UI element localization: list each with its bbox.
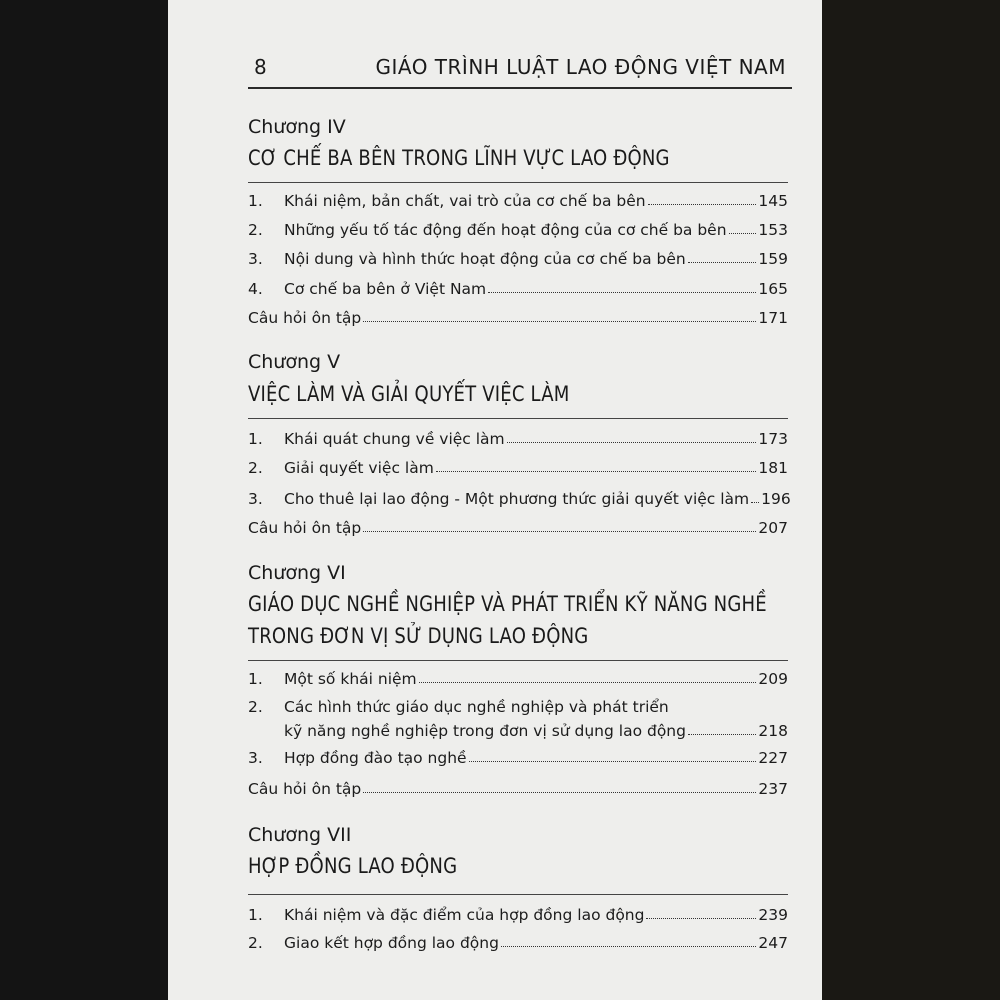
toc-entry: 2. Giao kết hợp đồng lao động 247: [248, 934, 788, 952]
chapter-rule: [248, 182, 788, 183]
running-head: GIÁO TRÌNH LUẬT LAO ĐỘNG VIỆT NAM: [375, 55, 786, 79]
toc-review-entry: Câu hỏi ôn tập 171: [248, 309, 788, 327]
toc-entry: 3. Hợp đồng đào tạo nghề 227: [248, 749, 788, 767]
leader-dots: [363, 531, 756, 532]
chapter-rule: [248, 418, 788, 419]
toc-entry: 3. Cho thuê lại lao động - Một phương thức giải quyết việc làm 196: [248, 490, 791, 508]
chapter-label: Chương VI: [248, 562, 346, 584]
toc-entry: 2. Giải quyết việc làm 181: [248, 459, 788, 477]
chapter-title: GIÁO DỤC NGHỀ NGHIỆP VÀ PHÁT TRIỂN KỸ NĂNG NGHỀ: [248, 592, 767, 616]
leader-dots: [363, 321, 756, 322]
background-right: [822, 0, 1000, 1000]
leader-dots: [419, 682, 757, 683]
page-number: 8: [254, 55, 267, 79]
toc-entry: 2. Những yếu tố tác động đến hoạt động của cơ chế ba bên 153: [248, 221, 788, 239]
leader-dots: [501, 946, 756, 947]
toc-entry: 4. Cơ chế ba bên ở Việt Nam 165: [248, 280, 788, 298]
leader-dots: [648, 204, 757, 205]
chapter-label: Chương VII: [248, 824, 352, 846]
chapter-title: CƠ CHẾ BA BÊN TRONG LĨNH VỰC LAO ĐỘNG: [248, 146, 670, 170]
chapter-title: TRONG ĐƠN VỊ SỬ DỤNG LAO ĐỘNG: [248, 624, 589, 648]
leader-dots: [507, 442, 757, 443]
leader-dots: [646, 918, 756, 919]
toc-review-entry: Câu hỏi ôn tập 237: [248, 780, 788, 798]
toc-entry: 1. Khái niệm, bản chất, vai trò của cơ chế ba bên 145: [248, 192, 788, 210]
header-rule: [248, 87, 792, 89]
chapter-title: HỢP ĐỒNG LAO ĐỘNG: [248, 854, 458, 878]
leader-dots: [688, 734, 756, 735]
chapter-title: VIỆC LÀM VÀ GIẢI QUYẾT VIỆC LÀM: [248, 382, 570, 406]
toc-entry: 1. Một số khái niệm 209: [248, 670, 788, 688]
leader-dots: [729, 233, 757, 234]
leader-dots: [469, 761, 757, 762]
chapter-rule: [248, 660, 788, 661]
leader-dots: [363, 792, 756, 793]
leader-dots: [751, 502, 759, 503]
chapter-rule: [248, 894, 788, 895]
leader-dots: [436, 471, 757, 472]
toc-review-entry: Câu hỏi ôn tập 207: [248, 519, 788, 537]
chapter-label: Chương V: [248, 351, 341, 373]
background-left: [0, 0, 168, 1000]
chapter-label: Chương IV: [248, 116, 346, 138]
book-page: 8 GIÁO TRÌNH LUẬT LAO ĐỘNG VIỆT NAM Chương IV CƠ CHẾ BA BÊN TRONG LĨNH VỰC LAO ĐỘNG 1. Khái niệm, bản chất, vai trò của cơ chế ba bên 145 2. Những yếu tố tác động đến hoạt động của cơ chế ba bên 153 3. Nội dung và hình thức hoạt động của cơ chế ba bên 159 4. Cơ chế ba bên ở Việt Nam 165 Câu hỏi ôn tập 171 Chương V VIỆC LÀM VÀ GIẢI QUYẾT VIỆC LÀM 1. Khái quát chung về việc làm 173 2. Giải quyết việc làm 181 3. Cho thuê lại lao động - Một phương thức giải quyết việc làm 196 Câu hỏi ôn tập 207 Chương VI GIÁO DỤC NGHỀ NGHIỆP VÀ PHÁT TRIỂN KỸ NĂNG NGHỀ TRONG ĐƠN VỊ SỬ DỤNG LAO ĐỘNG 1. Một số khái niệm 209 2. Các hình thức giáo dục nghề nghiệp và phát triển kỹ năng nghề nghiệp trong đơn vị sử dụng lao động 218 3. Hợp đồng đào tạo nghề 227 Câu hỏi ôn tập 237 Chương VII HỢP ĐỒNG LAO ĐỘNG 1. Khái niệm và đặc điểm của hợp đồng lao động 239 2. Giao kết hợp đồng lao động 247: [168, 0, 822, 1000]
leader-dots: [688, 262, 757, 263]
leader-dots: [488, 292, 756, 293]
toc-entry: 3. Nội dung và hình thức hoạt động của cơ chế ba bên 159: [248, 250, 788, 268]
toc-entry: 1. Khái quát chung về việc làm 173: [248, 430, 788, 448]
toc-entry: 1. Khái niệm và đặc điểm của hợp đồng lao động 239: [248, 906, 788, 924]
